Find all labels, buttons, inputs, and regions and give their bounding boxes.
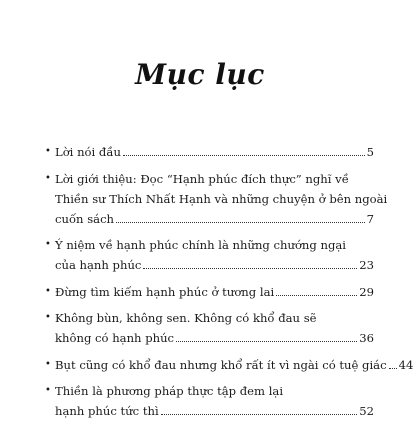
bullet-icon: •	[45, 172, 51, 184]
toc-page-number: 52	[359, 404, 374, 418]
dot-leader	[176, 341, 357, 342]
toc-entry-no-mud-no-lotus[interactable]	[44, 308, 374, 348]
bullet-icon: •	[45, 146, 51, 157]
toc-entry-title: cuốn sách	[55, 211, 115, 226]
dot-leader	[143, 268, 357, 269]
toc-entry-title: Lời nói đầu	[55, 145, 121, 159]
toc-entry-last-line	[55, 209, 374, 229]
toc-entry-title: không có hạnh phúc	[55, 331, 175, 345]
bullet-icon: •	[45, 239, 51, 250]
bullet-icon: •	[45, 385, 51, 396]
toc-entry-title: hạnh phúc tức thì	[55, 404, 159, 418]
dot-leader	[123, 155, 365, 156]
bullet-icon: •	[45, 312, 51, 323]
toc-entry-title: Bụt cũng có khổ đau nhưng khổ rất ít vì ngài có tuệ giác	[55, 357, 387, 372]
toc-entry-preface[interactable]	[44, 142, 374, 162]
toc-entry-last-line	[55, 355, 413, 375]
toc-page-number: 7	[366, 211, 374, 226]
toc-entry-line: Thiền sư Thích Nhất Hạnh và những chuyện ở bên ngoài	[55, 191, 388, 206]
toc-entry-last-line	[55, 142, 374, 162]
toc-entry-last-line	[55, 328, 374, 348]
toc-entry-title: Đừng tìm kiếm hạnh phúc ở tương lai	[55, 284, 275, 299]
toc-entry-last-line	[55, 255, 374, 275]
toc-entry-meditation[interactable]	[44, 381, 374, 421]
toc-entry-last-line	[55, 282, 374, 302]
toc-page-number: 36	[359, 331, 374, 345]
toc-entry-line: Ý niệm về hạnh phúc chính là những chướng ngại	[55, 238, 347, 252]
toc-entry-line: Thiền là phương pháp thực tập đem lại	[55, 384, 284, 398]
table-of-contents	[44, 142, 413, 428]
dot-leader	[389, 368, 397, 369]
toc-page-number: 5	[366, 145, 374, 159]
toc-entry-title: của hạnh phúc	[55, 258, 142, 272]
dot-leader	[276, 295, 357, 296]
toc-entry-line: Không bùn, không sen. Không có khổ đau sẽ	[55, 311, 317, 325]
toc-page-number: 23	[359, 258, 374, 272]
toc-entry-future[interactable]	[44, 282, 374, 302]
bullet-icon: •	[45, 285, 51, 297]
toc-entry-introduction[interactable]	[44, 169, 388, 229]
toc-entry-buddha-suffering[interactable]	[44, 355, 413, 375]
toc-entry-line: Lời giới thiệu: Đọc “Hạnh phúc đích thực” nghĩ về	[55, 171, 349, 186]
toc-page-number: 44	[398, 357, 413, 372]
toc-entry-last-line	[55, 401, 374, 421]
toc-entry-happiness-concept[interactable]	[44, 235, 374, 275]
toc-page-number: 29	[359, 284, 374, 299]
dot-leader	[116, 222, 365, 223]
bullet-icon: •	[45, 358, 51, 370]
dot-leader	[161, 414, 358, 415]
page-title: Mục lục	[135, 58, 265, 91]
